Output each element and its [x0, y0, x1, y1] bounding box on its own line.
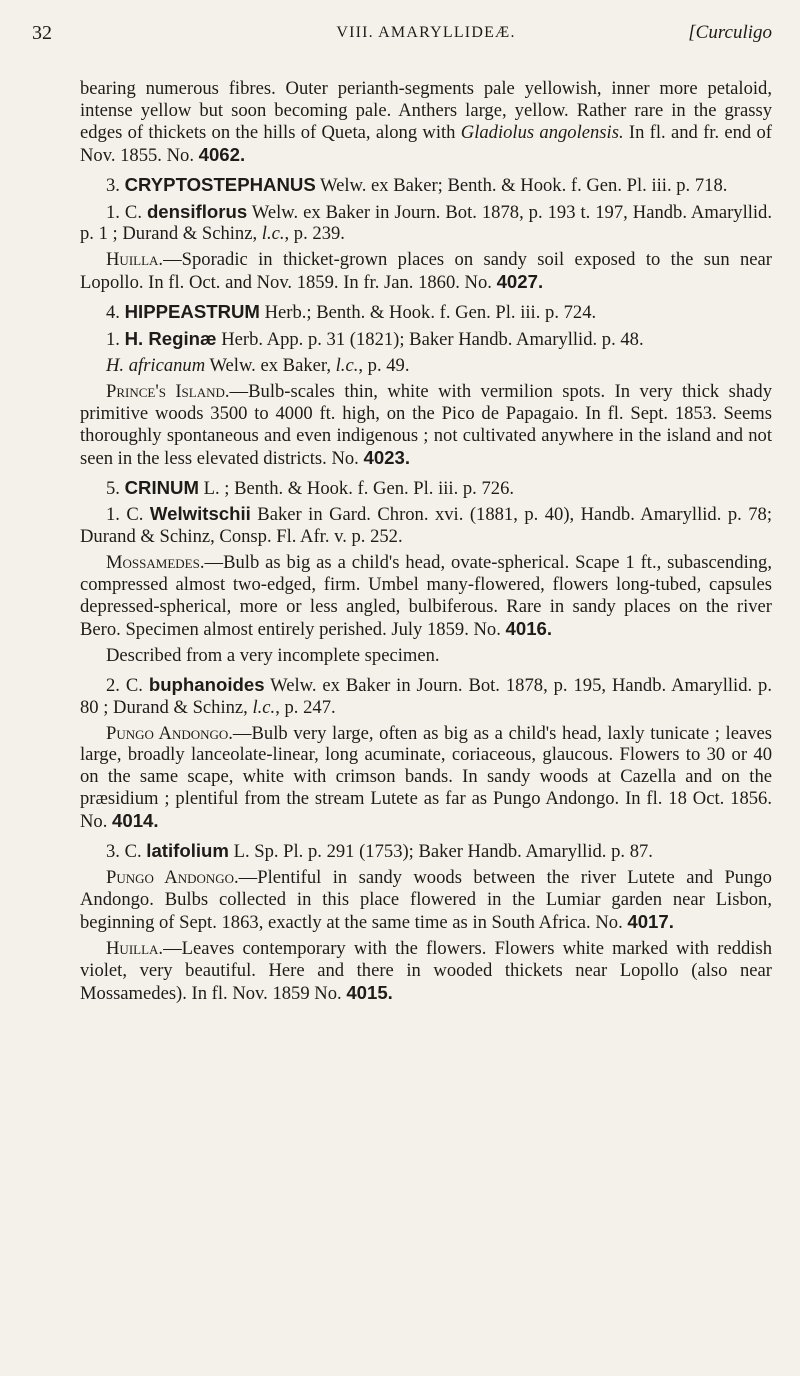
species-number: 2. C. [106, 674, 149, 696]
page-number: 32 [32, 22, 52, 44]
genus-name: CRYPTOSTEPHANUS [124, 173, 316, 195]
species-citation-end: , p. 239. [284, 223, 345, 245]
species-entry [80, 674, 772, 719]
genus-heading-cryptostephanus [80, 174, 772, 197]
specimen-number: 4015. [346, 981, 393, 1003]
genus-name: HIPPEASTRUM [124, 301, 260, 323]
genus-authority: L. ; Benth. & Hook. f. Gen. Pl. iii. p. 726. [198, 477, 515, 499]
locality-name: Huilla [106, 249, 159, 271]
description-note: Described from a very incomplete specimen. [106, 644, 440, 666]
locality-note [80, 552, 772, 641]
locality-note [80, 867, 772, 934]
species-name: densiflorus [146, 200, 248, 222]
species-name: buphanoides [148, 673, 265, 695]
species-citation: Welw. ex Baker in Journ. Bot. 1878, p. 195, Handb. Amaryllid. p. 80 ; Durand & Schinz, [80, 674, 773, 718]
locality-text: .—Bulb-scales thin, white with vermilion spots. In very thick shady primitive woods 3500 to 4000 ft. high, on the Pico de Papagaio. In fl. Sept. 1853. Seems thoroughly spontaneous and even indigenous ; not cultivated anywhere in the island and not seen in the less elevated districts. No. [80, 380, 772, 469]
species-citation: Welw. ex Baker in Journ. Bot. 1878, p. 193 t. 197, Handb. Amaryllid. p. 1 ; Durand & Schinz, [80, 201, 773, 245]
intro-species: Gladiolus angolensis. [460, 121, 624, 143]
species-number: 3. C. [106, 841, 147, 863]
specimen-number: 4017. [627, 910, 674, 932]
locality-text: .—Leaves contemporary with the flowers. Flowers white marked with reddish violet, very beautiful. Here and there in wooded thickets near Lopollo (also near Mossamedes). In fl. Nov. 1859 No. [80, 937, 772, 1004]
species-name: Welwitschii [149, 503, 251, 525]
locality-text: .—Sporadic in thicket-grown places on sandy soil exposed to the sun near Lopollo. In fl. Oct. and Nov. 1859. In fr. Jan. 1860. No. [80, 249, 772, 294]
species-citation: Herb. App. p. 31 (1821); Baker Handb. Amaryllid. p. 48. [216, 329, 644, 351]
synonym-citation-end: , p. 49. [358, 354, 410, 376]
species-number: 1. C. [106, 504, 150, 526]
intro-text: bearing numerous fibres. Outer perianth-segments pale yellowish, inner more petaloid, intense yellow but soon becoming pale. Anthers large, yellow. Rather rare in the grassy edges of thickets on the hills of Queta, along with [80, 78, 772, 143]
intro-text-2: In fl. and fr. end of Nov. 1855. No. [80, 121, 772, 166]
loc-cit: l.c. [335, 354, 359, 376]
locality-name: Pungo Andongo [106, 867, 235, 888]
locality-text: .—Bulb very large, often as big as a child's head, laxly tunicate ; leaves large, broadly lanceolate-linear, long acuminate, coriaceous, glaucous. Flowers to 30 or 40 on the same scape, white with crimson bands. In sandy woods at Cazella and on the præsidium ; plentiful from the stream Lutete as far as Pungo Andongo. In fl. 18 Oct. 1856. No. [80, 722, 772, 833]
specimen-number: 4023. [363, 446, 411, 468]
specimen-number: 4027. [496, 271, 544, 293]
genus-authority: Welw. ex Baker; Benth. & Hook. f. Gen. Pl. iii. p. 718. [315, 174, 728, 196]
specimen-number: 4062. [198, 143, 246, 165]
loc-cit: l.c. [252, 696, 276, 718]
species-name: H. Reginæ [124, 328, 217, 350]
locality-name: Pungo Andongo [106, 722, 229, 744]
species-entry [80, 328, 772, 351]
species-entry [80, 503, 772, 548]
locality-note [80, 723, 772, 834]
synonym-entry [80, 355, 772, 377]
genus-number: 5. [106, 477, 125, 499]
locality-note [80, 381, 772, 470]
locality-name: Prince's Island [106, 380, 225, 402]
locality-note [80, 938, 772, 1005]
species-citation-end: , p. 247. [275, 696, 336, 718]
genus-name: CRINUM [124, 476, 199, 498]
body-text [80, 78, 772, 1004]
species-entry [80, 201, 772, 246]
species-citation: Baker in Gard. Chron. xvi. (1881, p. 40), Handb. Amaryllid. p. 78; Durand & Schinz, Consp. Fl. Afr. v. p. 252. [80, 504, 772, 548]
running-header [32, 22, 772, 78]
synonym-name: H. africanum [106, 354, 206, 376]
genus-number: 3. [106, 174, 125, 196]
running-genus: [Curculigo [688, 22, 772, 43]
locality-text: .—Bulb as big as a child's head, ovate-spherical. Scape 1 ft., subascending, compressed almost two-edged, firm. Umbel many-flowered, flowers long-tubed, capsules depressed-spherical, more or less angled, bulbiferous. Rare in sandy places on the river Bero. Specimen almost entirely perished. July 1859. No. [80, 552, 772, 640]
locality-note [80, 249, 772, 294]
species-name: latifolium [146, 840, 229, 862]
locality-name: Huilla [106, 937, 159, 959]
specimen-number: 4016. [505, 617, 553, 639]
specimen-number: 4014. [112, 810, 159, 832]
genus-heading-crinum [80, 477, 772, 500]
locality-name: Mossamedes [106, 552, 200, 574]
species-number: 1. C. [106, 201, 147, 223]
running-title: VIII. AMARYLLIDEÆ. [336, 24, 516, 41]
synonym-citation: Welw. ex Baker, [205, 354, 336, 376]
locality-text: .—Plentiful in sandy woods between the river Lutete and Pungo Andongo. Bulbs collected in this place flowered in the Lumiar garden near Lisbon, beginning of Sept. 1863, exactly at the same time as in South Africa. No. [80, 867, 772, 933]
loc-cit: l.c. [261, 223, 285, 245]
genus-number: 4. [106, 302, 125, 324]
species-number: 1. [106, 329, 125, 351]
genus-authority: Herb.; Benth. & Hook. f. Gen. Pl. iii. p. 724. [259, 302, 597, 324]
species-citation: L. Sp. Pl. p. 291 (1753); Baker Handb. Amaryllid. p. 87. [228, 841, 653, 863]
species-entry [80, 840, 772, 863]
genus-heading-hippeastrum [80, 301, 772, 324]
intro-paragraph [80, 78, 772, 167]
